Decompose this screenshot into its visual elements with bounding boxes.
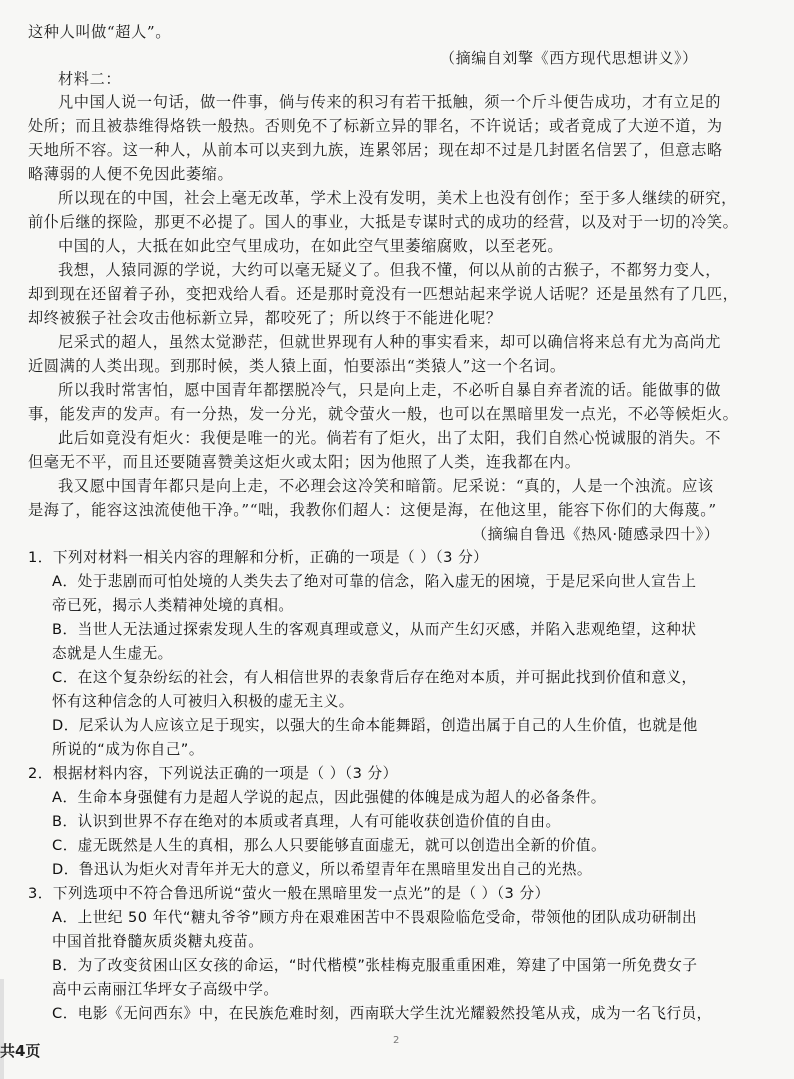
question-text-line: B．认识到世界不存在绝对的本质或者真理，人有可能收获创造价值的自由。 (52, 813, 561, 830)
question-text-line: 高中云南丽江华坪女子高级中学。 (52, 981, 279, 998)
question-text-line: A．生命本身强健有力是超人学说的起点，因此强健的体魄是成为超人的必备条件。 (52, 789, 606, 806)
question-text-line: D．鲁迅认为炬火对青年并无大的意义，所以希望青年在黑暗里发出自己的光热。 (52, 861, 593, 878)
passage-text-line: 前仆后继的探险，那更不必提了。国人的事业，大抵是专谋时式的成功的经营，以及对于一切的冷笑。 (28, 213, 739, 231)
passage-text-line: 尼采式的超人，虽然太觉渺茫，但就世界现有人种的事实看来，却可以确信将来总有尤为高尚尤 (58, 333, 722, 351)
passage-text-line: 凡中国人说一句话，做一件事，倘与传来的积习有若干抵触，须一个斤斗便告成功，才有立足的 (58, 93, 722, 111)
passage-text-line: 中国的人，大抵在如此空气里成功，在如此空气里萎缩腐败，以至老死。 (58, 237, 564, 255)
passage-text-line: 略薄弱的人便不免因此萎缩。 (28, 165, 234, 183)
passage-text-line: 事，能发声的发声。有一分热，发一分光，就令萤火一般，也可以在黑暗里发一点光，不必等候炬火。 (28, 405, 739, 423)
question-text-line: C．电影《无问西东》中，在民族危难时刻，西南联大学生沈光耀毅然投笔从戎，成为一名飞行员， (52, 1005, 712, 1022)
page-edge-shadow (0, 979, 4, 1079)
page-count-label: 共4页 (0, 1042, 41, 1060)
passage-text-line: 我想，人猿同源的学说，大约可以毫无疑义了。但我不懂，何以从前的古猴子，不都努力变人， (58, 261, 722, 279)
source-citation: （摘编自鲁迅《热风·随感录四十》） (472, 525, 720, 543)
passage-text-line: 却终被猴子社会攻击他标新立异，都咬死了；所以终于不能进化呢？ (28, 309, 502, 327)
passage-text-line: 但毫无不平，而且还要随喜赞美这炬火或太阳；因为他照了人类，连我都在内。 (28, 453, 581, 471)
passage-text-line: 材料二： (58, 70, 122, 88)
question-text-line: C．在这个复杂纷纭的社会，有人相信世界的表象背后存在绝对本质，并可据此找到价值和意义， (52, 669, 697, 686)
passage-text-line: 所以现在的中国，社会上毫无改革，学术上没有发明，美术上也没有创作；至于多人继续的研究， (58, 189, 737, 207)
source-citation: （摘编自刘擎《西方现代思想讲义》） (440, 49, 698, 67)
question-text-line: 态就是人生虚无。 (52, 645, 173, 662)
question-text-line: 所说的“成为你自己”。 (52, 741, 204, 758)
passage-text-line: 此后如竟没有炬火：我便是唯一的光。倘若有了炬火，出了太阳，我们自然心悦诚服的消失。不 (58, 429, 722, 447)
question-text-line: 中国首批脊髓灰质炎糖丸疫苗。 (52, 933, 264, 950)
question-text-line: B．当世人无法通过探索发现人生的客观真理或意义，从而产生幻灭感，并陷入悲观绝望，这种状 (52, 621, 697, 638)
page-number: 2 (393, 1035, 400, 1046)
question-text-line: 帝已死，揭示人类精神处境的真相。 (52, 597, 294, 614)
passage-text-line: 我又愿中国青年都只是向上走，不必理会这冷笑和暗箭。尼采说：“真的，人是一个浊流。应该 (58, 477, 714, 495)
question-text-line: A．上世纪 50 年代“糖丸爷爷”顾方舟在艰难困苦中不畏艰险临危受命，带领他的团队成功研制出 (52, 909, 698, 926)
question-text-line: 2．根据材料内容，下列说法正确的一项是（ ）（3 分） (28, 765, 398, 782)
passage-text-line: 却到现在还留着子孙，变把戏给人看。还是那时竟没有一匹想站起来学说人话呢？还是虽然有了几匹， (28, 285, 739, 303)
question-text-line: C．虚无既然是人生的真相，那么人只要能够直面虚无，就可以创造出全新的价值。 (52, 837, 607, 854)
question-text-line: 1．下列对材料一相关内容的理解和分析，正确的一项是（ ）（3 分） (28, 549, 489, 566)
question-text-line: 怀有这种信念的人可被归入积极的虚无主义。 (52, 693, 354, 710)
passage-text-line: 所以我时常害怕，愿中国青年都摆脱冷气，只是向上走，不必听自暴自弃者流的话。能做事的做 (58, 381, 722, 399)
question-text-line: D．尼采认为人应该立足于现实，以强大的生命本能舞蹈，创造出属于自己的人生价值，也就是他 (52, 717, 698, 734)
passage-text-line: 是海了，能容这浊流使他干净。”“咄，我教你们超人：这便是海，在他这里，能容下你们的大侮蔑。” (28, 501, 717, 519)
question-text-line: B．为了改变贫困山区女孩的命运，“时代楷模”张桂梅克服重重困难，筹建了中国第一所免费女子 (52, 957, 698, 974)
passage-text-line: 这种人叫做“超人”。 (28, 23, 172, 41)
passage-text-line: 处所；而且被恭维得烙铁一般热。否则免不了标新立异的罪名，不许说话；或者竟成了大逆不道，为 (28, 117, 723, 135)
passage-text-line: 天地所不容。这一种人，从前本可以夹到九族，连累邻居；现在却不过是几封匿名信罢了，但意志略 (28, 141, 723, 159)
question-text-line: A．处于悲剧而可怕处境的人类失去了绝对可靠的信念，陷入虚无的困境，于是尼采向世人宣告上 (52, 573, 697, 590)
passage-text-line: 近圆满的人类出现。到那时候，类人猿上面，怕要添出“类猿人”这一个名词。 (28, 357, 566, 375)
question-text-line: 3．下列选项中不符合鲁迅所说“萤火一般在黑暗里发一点光”的是（ ）（3 分） (28, 885, 550, 902)
